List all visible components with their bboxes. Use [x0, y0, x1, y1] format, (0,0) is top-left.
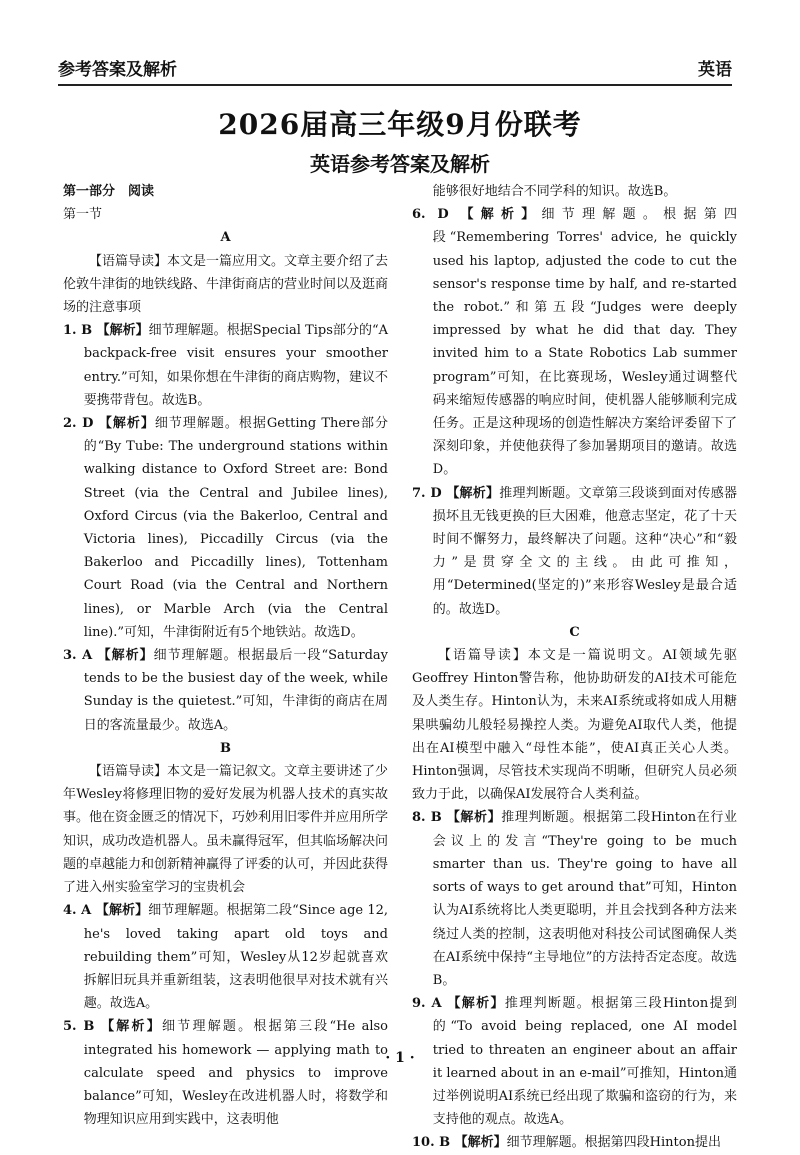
page-number: · 1 ·: [385, 1050, 415, 1066]
answer-q7-body: 推理判断题。文章第三段谈到面对传感器损坏且无钱更换的巨大困难，他意志坚定，花了十天时间不懈努力，最终解决了问题。这种“决心”和“毅力”是贯穿全文的主线。由此可推知，用“Determined(坚定的)”来形容Wesley是最合适的。故选D。: [432, 485, 737, 617]
passage-c-label: C: [569, 624, 580, 640]
answer-q2: [63, 412, 388, 644]
answer-q8: [412, 806, 737, 992]
right-column: [412, 180, 737, 1155]
answer-q8-head: 8. B 【解析】: [412, 810, 502, 826]
answer-q5-continued: 能够很好地结合不同学科的知识。故选B。: [432, 184, 677, 199]
passage-b-label: B: [220, 740, 231, 756]
document-subtitle: 英语参考答案及解析: [310, 152, 490, 176]
answer-q10: [412, 1131, 737, 1154]
answer-q2-body: 细节理解题。根据Getting There部分的“By Tube: The underground stations within walking distance to Oxford Street are: Bond Street (via the Central and Jubilee lines), Oxford Circus (via the Bakerloo, Central and Victoria lines), Piccadilly Circus (via the Bakerloo and Piccadilly lines), Tottenham Court Road (via the Central and Northern lines), or Marble Arch (via the Central line).”可知，牛津街附近有5个地铁站。故选D。: [83, 416, 388, 640]
answer-q3-body: 细节理解题。根据最后一段“Saturday tends to be the busiest day of the week, while Sunday is the quietest.”可知，牛津街的商店在周日的客流量最少。故选A。: [83, 648, 389, 733]
header-subject: 英语: [698, 60, 732, 80]
page-header: [58, 52, 732, 86]
header-left-title: 参考答案及解析: [58, 60, 177, 80]
answer-q7: [412, 482, 737, 621]
section-sub-heading: 第一节: [63, 207, 103, 223]
passage-a-label: A: [220, 230, 231, 246]
passage-c-intro: 【语篇导读】本文是一篇说明文。AI领域先驱Geoffrey Hinton警告称，他协助研发的AI技术可能危及人类生存。Hinton认为，未来AI系统或将如成人用糖果哄骗幼儿般轻易操控人类。为避免AI取代人类，他提出在AI模型中融入“母性本能”，使AI真正关心人类。Hinton强调，尽管技术实现尚不明晰，但研究人员必须致力于此，以确保AI发展符合人类利益。: [412, 648, 737, 803]
answer-q10-head: 10. B 【解析】: [412, 1135, 507, 1151]
passage-a-intro: 【语篇导读】本文是一篇应用文。文章主要介绍了去伦敦牛津街的地铁线路、牛津街商店的营业时间以及逛商场的注意事项: [63, 253, 389, 316]
answer-q6-body: 细节理解题。根据第四段“Remembering Torres' advice, he quickly used his laptop, adjusted the code to cut the sensor's response time by half, and re-started the robot.”和第五段“Judges were deeply impressed by what he did that day. They invited him to a State Robotics Lab summer program”可知，在比赛现场，Wesley通过调整代码来缩短传感器的响应时间，使机器人能够顺利完成任务。正是这种现场的创造性解决方案给评委留下了深刻印象，并使他获得了参加暑期项目的邀请。故选D。: [432, 207, 737, 478]
answer-q4: [63, 899, 388, 1015]
answer-q1: [63, 319, 388, 412]
answer-q5-body: 细节理解题。根据第三段“He also integrated his homework — applying math to calculate speed and physics to improve balance”可知，Wesley在改进机器人时，将数学和物理知识应用到实践中，这表明他: [83, 1019, 388, 1128]
left-column: [63, 180, 388, 1131]
answer-q7-head: 7. D 【解析】: [412, 485, 500, 501]
answer-q6: [412, 203, 737, 481]
document-title: 2026届高三年级9月份联考: [218, 108, 582, 141]
answer-q5: [63, 1015, 388, 1131]
answer-q4-body: 细节理解题。根据第二段“Since age 12, he's loved taking apart old toys and rebuilding them”可知，Wesley从12岁起就喜欢拆解旧玩具并重新组装，这表明他很早对技术就有兴趣。故选A。: [83, 903, 389, 1012]
answer-q10-body: 细节理解题。根据第四段Hinton提出: [506, 1135, 721, 1151]
section-part-heading: 第一部分 阅读: [63, 184, 155, 199]
answer-q5-head: 5. B 【解析】: [63, 1019, 162, 1035]
answer-q1-head: 1. B 【解析】: [63, 323, 149, 339]
answer-q3-head: 3. A 【解析】: [63, 648, 154, 664]
answer-q8-body: 推理判断题。根据第二段Hinton在行业会议上的发言“They're going to be much smarter than us. They're going to have all sorts of ways to get around that”可知，Hinton认为AI系统将比人类更聪明，并且会找到各种方法来绕过人类的控制，这表明他对科技公司试图确保人类在AI系统中保持“主导地位”的方法持否定态度。故选B。: [432, 810, 737, 988]
answer-q9-head: 9. A 【解析】: [412, 996, 505, 1012]
answer-q6-head: 6. D 【解析】: [412, 207, 542, 223]
answer-q2-head: 2. D 【解析】: [63, 416, 155, 432]
answer-q3: [63, 644, 388, 737]
answer-q1-body: 细节理解题。根据Special Tips部分的“A backpack-free visit ensures your smoother entry.”可知，如果你想在牛津街的商店购物，建议不要携带背包。故选B。: [83, 323, 388, 408]
passage-b-intro: 【语篇导读】本文是一篇记叙文。文章主要讲述了少年Wesley将修理旧物的爱好发展为机器人技术的真实故事。他在资金匮乏的情况下，巧妙利用旧零件并应用所学知识，成功改造机器人。虽未赢得冠军，但其临场解决问题的卓越能力和创新精神赢得了评委的认可，并因此获得了进入州实验室学习的宝贵机会: [63, 764, 389, 896]
answer-q4-head: 4. A 【解析】: [63, 903, 149, 919]
answer-q9-body: 推理判断题。根据第三段Hinton提到的“To avoid being replaced, one AI model tried to threaten an engineer about an affair it learned about in an e-mail”可推知，Hinton通过举例说明AI系统已经出现了欺骗和盗窃的行为，来支持他的观点。故选A。: [432, 996, 737, 1128]
